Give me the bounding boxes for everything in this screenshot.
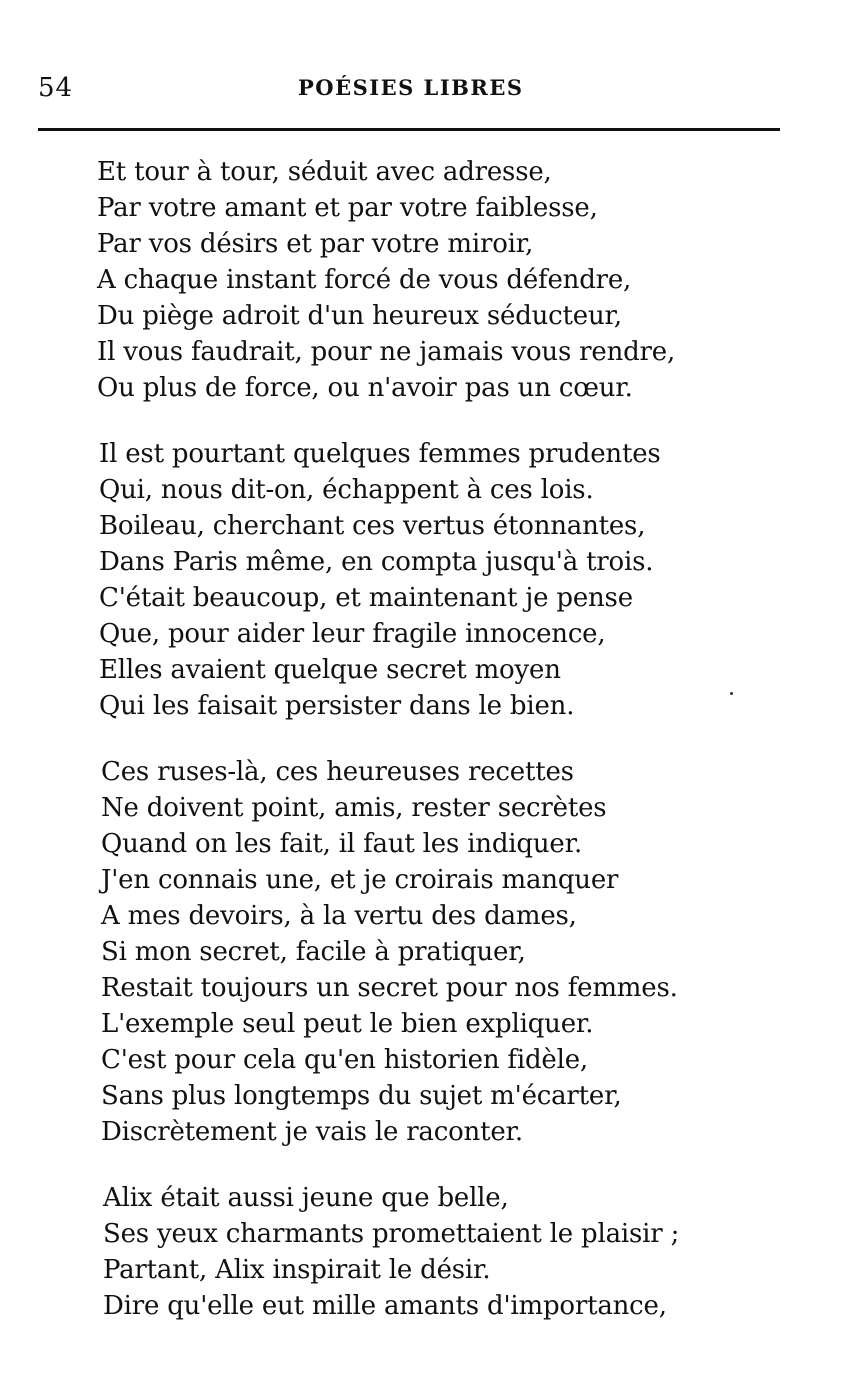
verse-line: A mes devoirs, à la vertu des dames, bbox=[101, 901, 577, 931]
page-number: 54 bbox=[38, 73, 74, 103]
ink-speck bbox=[730, 692, 733, 695]
verse-line: Du piège adroit d'un heureux séducteur, bbox=[97, 301, 622, 331]
verse-line: Qui, nous dit-on, échappent à ces lois. bbox=[99, 475, 594, 505]
running-title: POÉSIES LIBRES bbox=[298, 75, 524, 100]
verse-line: Ses yeux charmants promettaient le plaisir ; bbox=[103, 1219, 680, 1249]
header-rule bbox=[38, 128, 780, 131]
verse-line: Sans plus longtemps du sujet m'écarter, bbox=[101, 1081, 622, 1111]
verse-line: Discrètement je vais le raconter. bbox=[101, 1117, 523, 1147]
verse-line: Restait toujours un secret pour nos femmes. bbox=[101, 973, 678, 1003]
verse-line: Ces ruses-là, ces heureuses recettes bbox=[101, 757, 574, 787]
verse-line: Ne doivent point, amis, rester secrètes bbox=[101, 793, 607, 823]
verse-line: Partant, Alix inspirait le désir. bbox=[103, 1255, 491, 1285]
verse-line: L'exemple seul peut le bien expliquer. bbox=[101, 1009, 594, 1039]
verse-line: Quand on les fait, il faut les indiquer. bbox=[101, 829, 583, 859]
verse-line: J'en connais une, et je croirais manquer bbox=[101, 865, 619, 895]
poem-body bbox=[97, 154, 817, 1324]
page-header bbox=[0, 0, 852, 140]
verse-line: Elles avaient quelque secret moyen bbox=[99, 655, 561, 685]
verse-line: Dans Paris même, en compta jusqu'à trois. bbox=[99, 547, 654, 577]
verse-line: C'était beaucoup, et maintenant je pense bbox=[99, 583, 633, 613]
verse-line: C'est pour cela qu'en historien fidèle, bbox=[101, 1045, 588, 1075]
verse-line: Que, pour aider leur fragile innocence, bbox=[99, 619, 606, 649]
verse-line: Qui les faisait persister dans le bien. bbox=[99, 691, 575, 721]
stanza bbox=[97, 154, 817, 406]
verse-line: Il vous faudrait, pour ne jamais vous rendre, bbox=[97, 337, 676, 367]
stanza bbox=[97, 754, 817, 1150]
verse-line: Par votre amant et par votre faiblesse, bbox=[97, 193, 598, 223]
verse-line: Dire qu'elle eut mille amants d'importance, bbox=[103, 1291, 667, 1321]
verse-line: Il est pourtant quelques femmes prudentes bbox=[99, 439, 661, 469]
verse-line: A chaque instant forcé de vous défendre, bbox=[97, 265, 632, 295]
verse-line: Si mon secret, facile à pratiquer, bbox=[101, 937, 526, 967]
stanza bbox=[97, 1180, 817, 1324]
verse-line: Ou plus de force, ou n'avoir pas un cœur. bbox=[97, 373, 633, 403]
verse-line: Boileau, cherchant ces vertus étonnantes, bbox=[99, 511, 646, 541]
verse-line: Alix était aussi jeune que belle, bbox=[103, 1183, 509, 1213]
verse-line: Par vos désirs et par votre miroir, bbox=[97, 229, 534, 259]
stanza bbox=[97, 436, 817, 724]
verse-line: Et tour à tour, séduit avec adresse, bbox=[97, 157, 552, 187]
